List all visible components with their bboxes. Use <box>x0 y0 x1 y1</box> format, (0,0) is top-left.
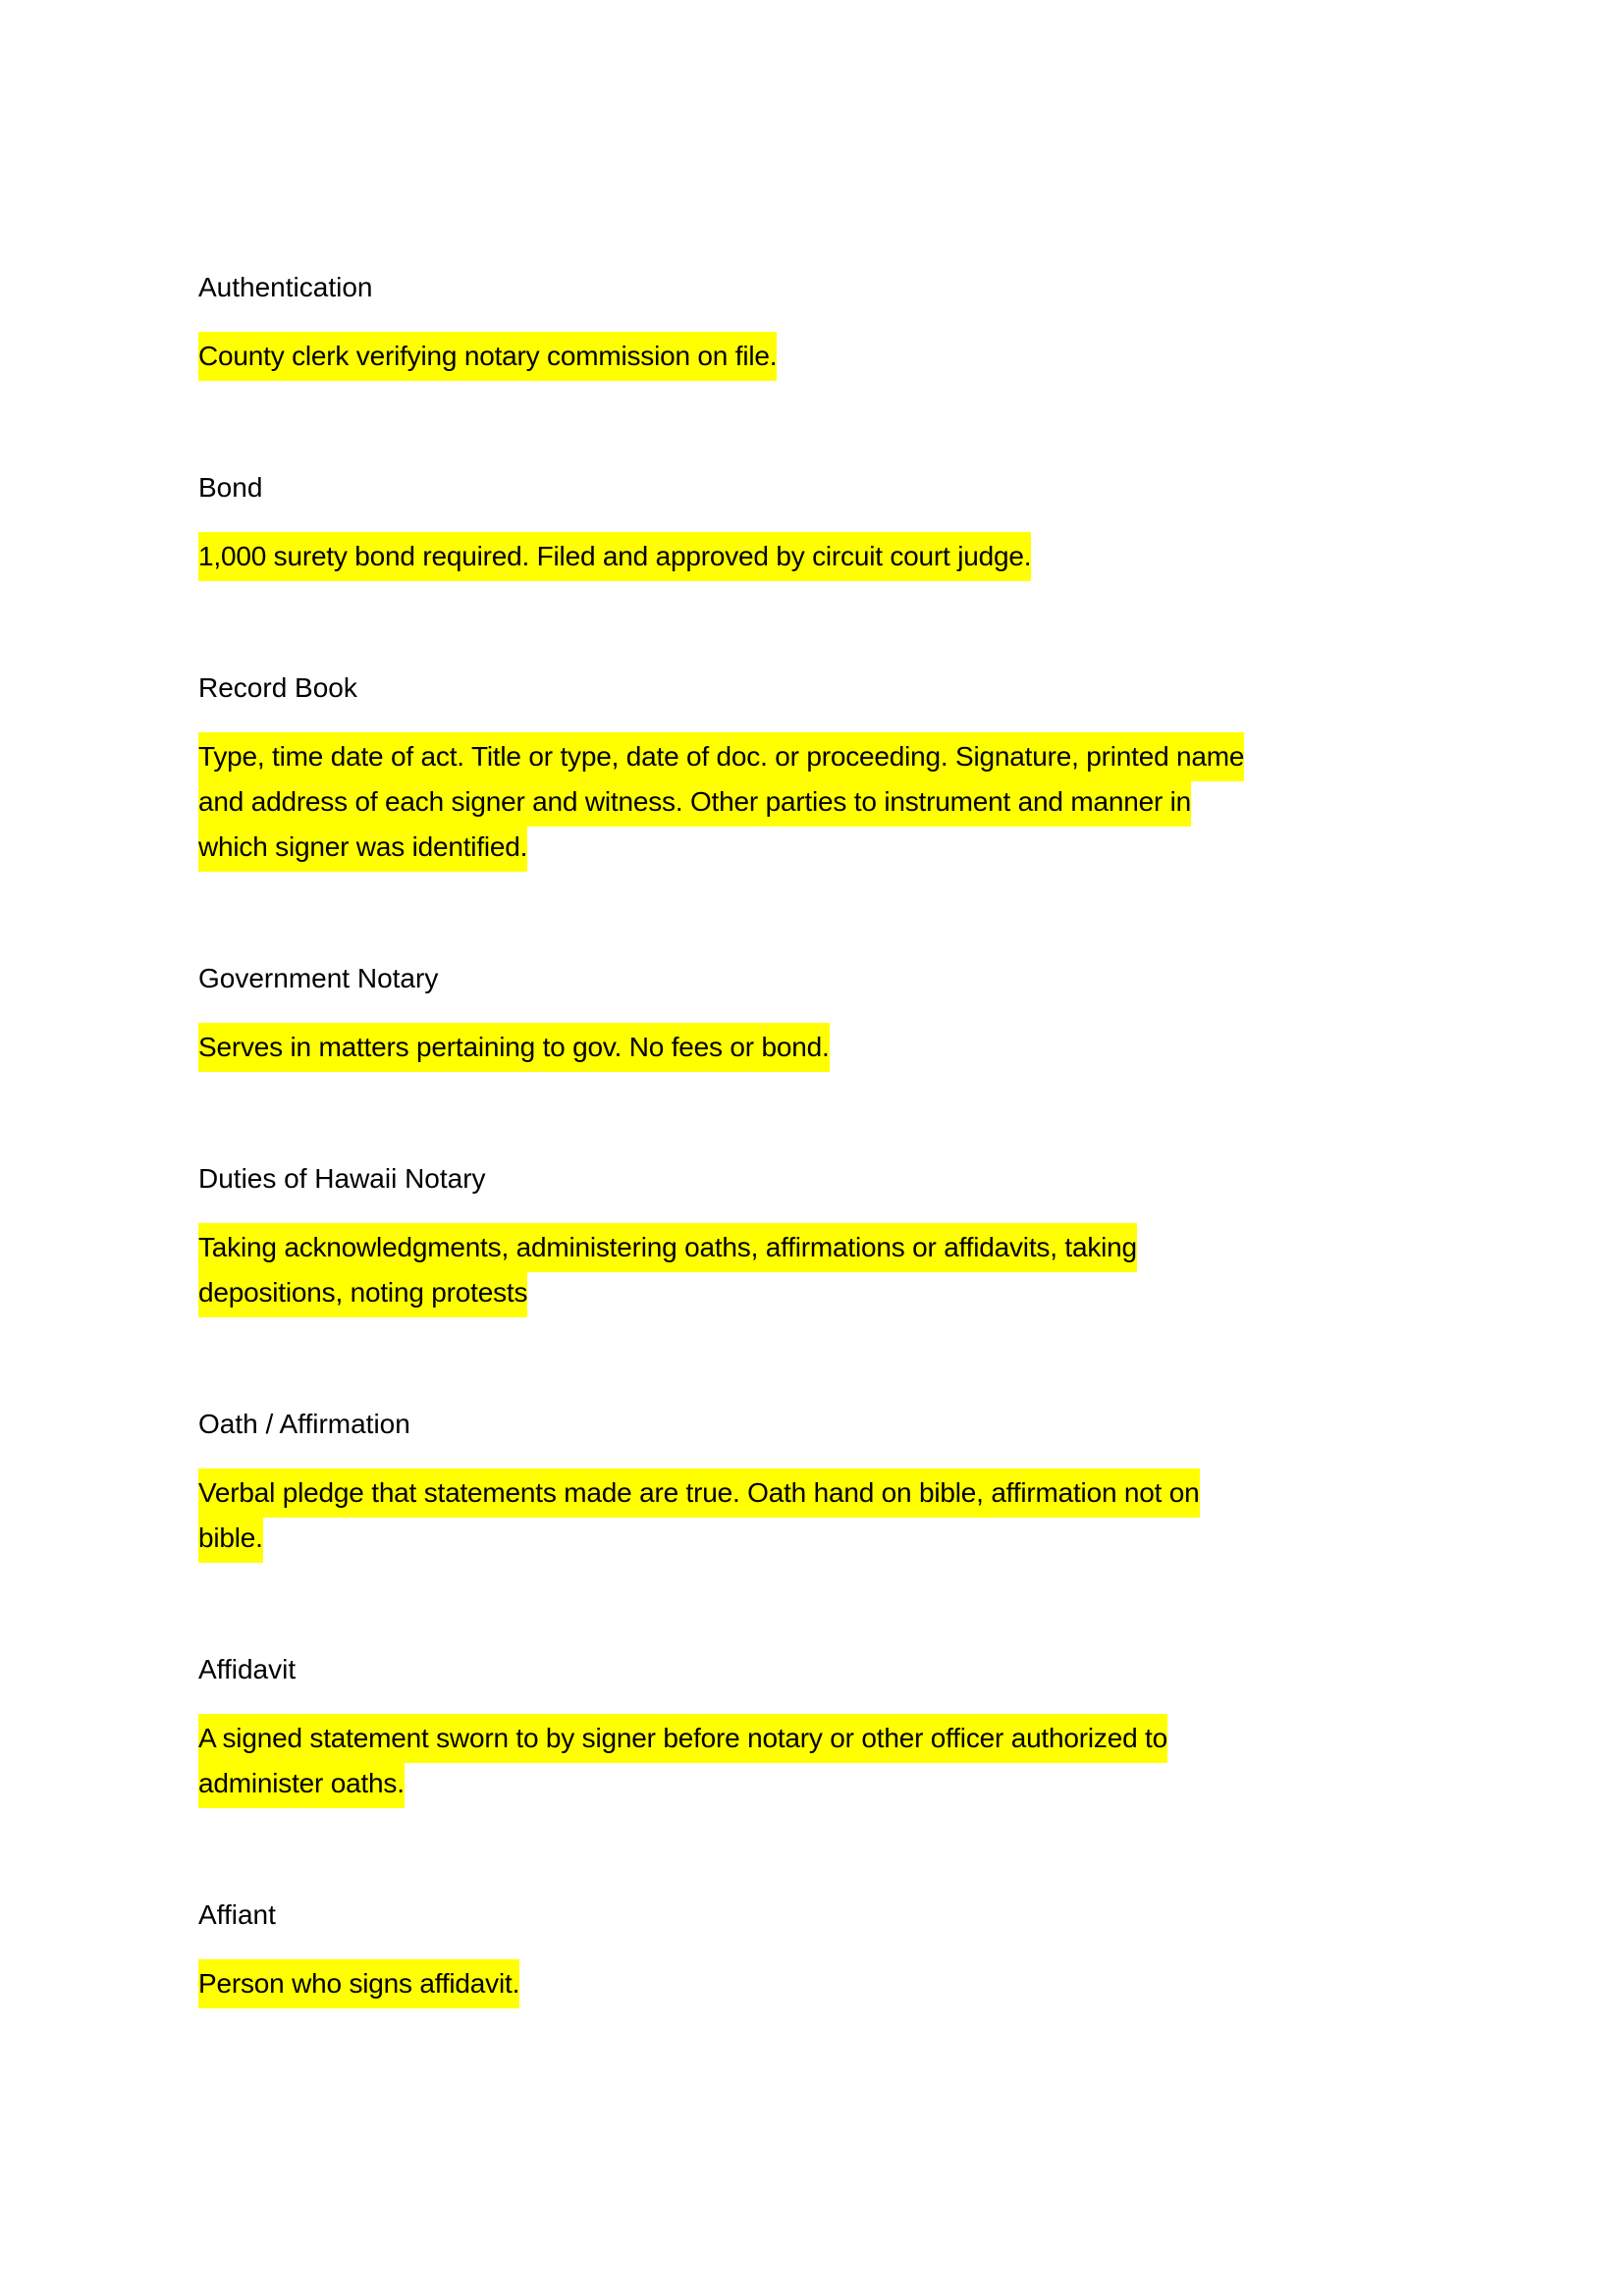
highlighted-definition-text: Taking acknowledgments, administering oaths, affirmations or affidavits, taking <box>198 1223 1137 1272</box>
glossary-entry <box>198 1402 1435 1559</box>
term-heading: Bond <box>198 472 263 503</box>
glossary-entry <box>198 666 1435 868</box>
glossary-entry <box>198 1156 1435 1313</box>
highlighted-definition-text: A signed statement sworn to by signer before notary or other officer authorized to <box>198 1714 1167 1763</box>
definition-line <box>198 777 1435 823</box>
term-heading: Record Book <box>198 672 357 703</box>
definition-line <box>198 1514 1435 1559</box>
term-heading: Authentication <box>198 272 373 302</box>
definition-line <box>198 1223 1435 1268</box>
definition-line <box>198 1714 1435 1759</box>
definition-line <box>198 1268 1435 1313</box>
glossary-entry <box>198 265 1435 377</box>
definition-line <box>198 1468 1435 1514</box>
highlighted-definition-text: which signer was identified. <box>198 823 527 872</box>
definition-line <box>198 732 1435 777</box>
highlighted-definition-text: Serves in matters pertaining to gov. No fees or bond. <box>198 1023 830 1072</box>
glossary-entry <box>198 956 1435 1068</box>
highlighted-definition-text: Person who signs affidavit. <box>198 1959 519 2008</box>
definition-line <box>198 1759 1435 1804</box>
glossary-entry <box>198 1647 1435 1804</box>
term-heading: Government Notary <box>198 963 439 993</box>
document-page <box>198 265 1435 2093</box>
definition-line <box>198 332 1435 377</box>
highlighted-definition-text: Verbal pledge that statements made are true. Oath hand on bible, affirmation not on <box>198 1468 1200 1518</box>
definition-line <box>198 823 1435 868</box>
highlighted-definition-text: 1,000 surety bond required. Filed and approved by circuit court judge. <box>198 532 1031 581</box>
term-heading: Duties of Hawaii Notary <box>198 1163 486 1194</box>
highlighted-definition-text: administer oaths. <box>198 1759 405 1808</box>
definition-line <box>198 1023 1435 1068</box>
highlighted-definition-text: and address of each signer and witness. Other parties to instrument and manner in <box>198 777 1191 827</box>
term-heading: Affidavit <box>198 1654 297 1684</box>
highlighted-definition-text: bible. <box>198 1514 263 1563</box>
highlighted-definition-text: Type, time date of act. Title or type, date of doc. or proceeding. Signature, printed name <box>198 732 1244 781</box>
term-heading: Oath / Affirmation <box>198 1409 410 1439</box>
term-heading: Affiant <box>198 1899 276 1930</box>
highlighted-definition-text: depositions, noting protests <box>198 1268 527 1317</box>
highlighted-definition-text: County clerk verifying notary commission on file. <box>198 332 777 381</box>
glossary-entry <box>198 1893 1435 2004</box>
glossary-entry <box>198 465 1435 577</box>
definition-line <box>198 1959 1435 2004</box>
definition-line <box>198 532 1435 577</box>
